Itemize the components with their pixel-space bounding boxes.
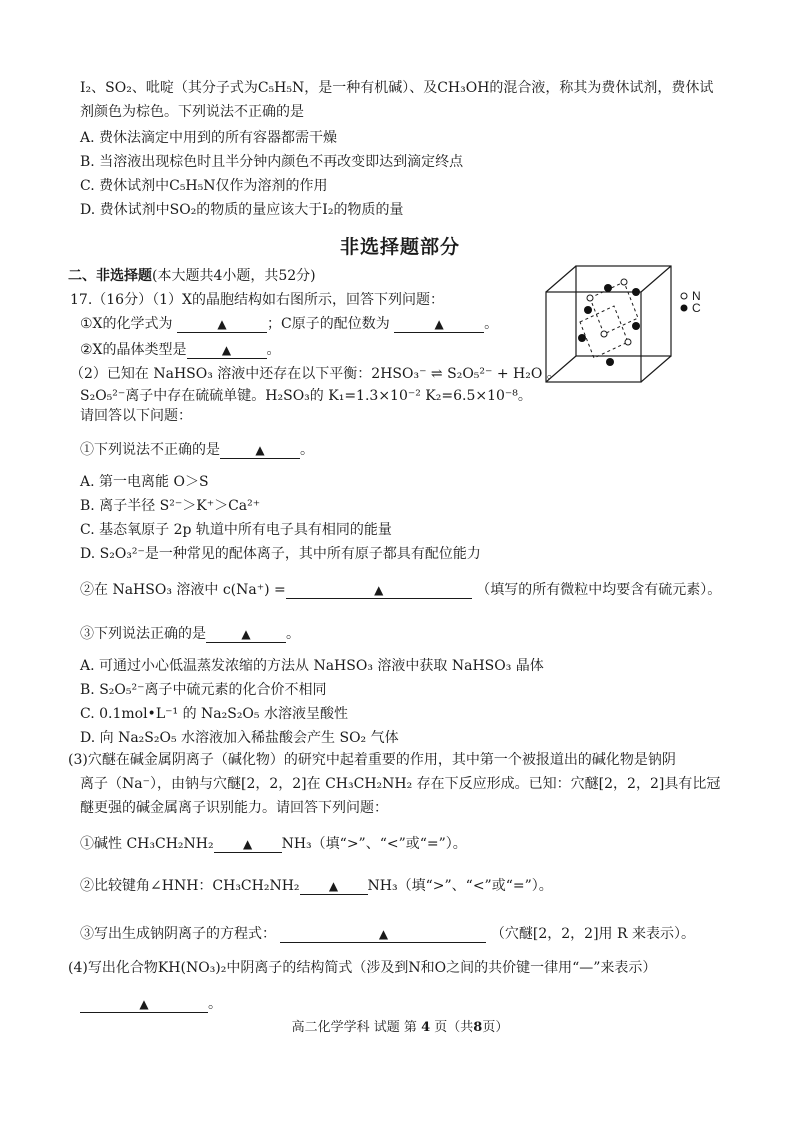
answer-blank-structure[interactable] — [80, 996, 208, 1013]
text: （填写的所有微粒中均要含有硫元素）。 — [476, 582, 722, 598]
q17-2-line2: S₂O₅²⁻离子中存在硫硫单键。H₂SO₃的 K₁=1.3×10⁻² K₂=6.5×10⁻⁸。 — [80, 388, 532, 404]
legend-n-marker — [681, 293, 687, 299]
inner-dashed-square — [590, 282, 638, 334]
intro-line-1: I₂、SO₂、吡啶（其分子式为C₅H₅N，是一种有机碱）、及CH₃OH的混合液，称其为费休试剂，费休试 — [80, 80, 714, 96]
section-2-head: 二、非选择题 — [68, 268, 152, 284]
text: 。 — [286, 626, 300, 642]
q17-3-sub3 — [80, 924, 695, 944]
text: ②在 NaHSO₃ 溶液中 c(Na⁺) = — [80, 582, 286, 598]
q17-2-line3: 请回答以下问题： — [80, 408, 192, 424]
q17-2-line1: （2）已知在 NaHSO₃ 溶液中还存在以下平衡：2HSO₃⁻ ⇌ S₂O₅²⁻ + H₂O 。 — [70, 366, 561, 382]
q17-3-sub1 — [80, 834, 467, 854]
answer-mark: ▲ — [374, 583, 384, 597]
q17-intro: 17.（16分）（1）X的晶胞结构如右图所示，回答下列问题： — [70, 292, 444, 308]
legend-c-marker — [681, 305, 688, 312]
section-2-heading — [68, 266, 316, 286]
c-atom — [584, 306, 592, 314]
option-b: B. 当溶液出现棕色时且半分钟内颜色不再改变即达到滴定终点 — [80, 154, 464, 170]
c-atom — [578, 334, 586, 342]
c-atom — [606, 358, 614, 366]
q17-2-sub3 — [80, 624, 300, 644]
text: 。 — [300, 442, 314, 458]
answer-mark: ▲ — [328, 879, 339, 893]
intro-line-2: 剂颜色为棕色。下列说法不正确的是 — [80, 104, 304, 120]
q17-3-line1: (3)穴醚在碱金属阴离子（碱化物）的研究中起着重要的作用，其中第一个被报道出的碱化物是钠阴 — [68, 752, 676, 768]
answer-mark: ▲ — [241, 627, 251, 641]
text: ③下列说法正确的是 — [80, 626, 206, 642]
q17-3-line3: 醚更强的碱金属离子识别能力。请回答下列问题： — [80, 800, 388, 816]
text: ①X的化学式为 — [80, 316, 173, 332]
footer-a: 高二化学学科 试题 第 — [291, 1020, 417, 1035]
answer-mark: ▲ — [255, 443, 265, 457]
text: ③写出生成钠阴离子的方程式： — [80, 926, 276, 942]
c-atom — [604, 284, 612, 292]
cube-edge — [641, 356, 671, 382]
n-atom — [625, 339, 631, 345]
q17-4-answer — [80, 994, 222, 1014]
answer-blank-basicity[interactable] — [214, 836, 282, 853]
answer-mark: ▲ — [378, 927, 389, 941]
c-atom — [632, 322, 640, 330]
option-a: A. 费休法滴定中用到的所有容器都需干燥 — [80, 130, 338, 146]
answer-mark: ▲ — [242, 837, 253, 851]
q17-3-line2: 离子（Na⁻），由钠与穴醚[2，2，2]在 CH₃CH₂NH₂ 存在下反应形成。已知：穴醚[2，2，2]具有比冠 — [80, 776, 721, 792]
q17-2-opt-a: A. 第一电离能 O＞S — [80, 474, 209, 490]
text: 。 — [208, 996, 222, 1012]
q17-2-sub1 — [80, 440, 314, 460]
answer-blank-equation[interactable] — [280, 926, 486, 943]
q17-3-sub2 — [80, 876, 553, 896]
answer-blank-bond-angle[interactable] — [300, 878, 368, 895]
q17-3-opt-d: D. 向 Na₂S₂O₅ 水溶液加入稀盐酸会产生 SO₂ 气体 — [80, 730, 399, 746]
q17-3-opt-b: B. S₂O₅²⁻离子中硫元素的化合价不相同 — [80, 682, 327, 698]
answer-blank-correct[interactable] — [206, 626, 286, 643]
answer-blank-na-conc[interactable] — [286, 582, 472, 599]
n-atom — [621, 279, 627, 285]
text: ②比较键角∠HNH：CH₃CH₂NH₂ — [80, 878, 300, 894]
n-atom — [601, 331, 607, 337]
q17-2-opt-b: B. 离子半径 S²⁻＞K⁺＞Ca²⁺ — [80, 498, 261, 514]
footer-total: 8 — [473, 1020, 483, 1035]
n-atom — [587, 295, 593, 301]
q17-2-opt-c: C. 基态氧原子 2p 轨道中所有电子具有相同的能量 — [80, 522, 392, 538]
option-c: C. 费休试剂中C₅H₅N仅作为溶剂的作用 — [80, 178, 328, 194]
footer-c: 页） — [482, 1020, 509, 1035]
answer-blank-incorrect[interactable] — [220, 442, 300, 459]
text: NH₃（填“>”、“<”或“=”）。 — [281, 836, 467, 852]
text: ②X的晶体类型是 — [80, 342, 187, 358]
answer-blank-formula[interactable] — [177, 316, 267, 333]
q17-1-part1 — [80, 314, 498, 334]
q17-3-opt-a: A. 可通过小心低温蒸发浓缩的方法从 NaHSO₃ 溶液中获取 NaHSO₃ 晶体 — [80, 658, 544, 674]
answer-blank-coordination[interactable] — [394, 316, 484, 333]
answer-blank-crystal-type[interactable] — [187, 342, 267, 359]
answer-mark: ▲ — [221, 343, 232, 357]
cube-edge — [546, 266, 576, 292]
legend-n-label: N — [692, 289, 701, 303]
q17-2-opt-d: D. S₂O₃²⁻是一种常见的配体离子，其中所有原子都具有配位能力 — [80, 546, 481, 562]
answer-mark: ▲ — [139, 997, 149, 1011]
page-footer — [0, 1016, 800, 1035]
text: 。 — [266, 342, 281, 358]
q17-3-opt-c: C. 0.1mol•L⁻¹ 的 Na₂S₂O₅ 水溶液呈酸性 — [80, 706, 348, 722]
section-2-desc: (本大题共4小题，共52分) — [152, 268, 316, 284]
unit-cell-figure — [540, 262, 730, 390]
answer-mark: ▲ — [434, 317, 444, 331]
answer-mark: ▲ — [217, 317, 227, 331]
section-title: 非选择题部分 — [339, 236, 460, 258]
q17-1-part2 — [80, 340, 281, 360]
text: ；C原子的配位数为 — [266, 316, 390, 332]
text: ①碱性 CH₃CH₂NH₂ — [80, 836, 214, 852]
text: （穴醚[2，2，2]用 R 来表示）。 — [490, 926, 695, 942]
q17-4-line1: (4)写出化合物KH(NO₃)₂中阴离子的结构简式（涉及到N和O之间的共价键一律用“—”来表示） — [68, 960, 657, 976]
footer-page: 4 — [421, 1020, 431, 1035]
cube-edge — [641, 266, 671, 292]
option-d: D. 费休试剂中SO₂的物质的量应该大于I₂的物质的量 — [80, 202, 404, 218]
c-atom — [632, 288, 640, 296]
footer-b: 页（共 — [434, 1020, 474, 1035]
q17-2-sub2 — [80, 580, 721, 600]
legend-c-label: C — [692, 301, 701, 315]
text: 。 — [484, 316, 499, 332]
text: NH₃（填“>”、“<”或“=”）。 — [367, 878, 553, 894]
text: ①下列说法不正确的是 — [80, 442, 220, 458]
